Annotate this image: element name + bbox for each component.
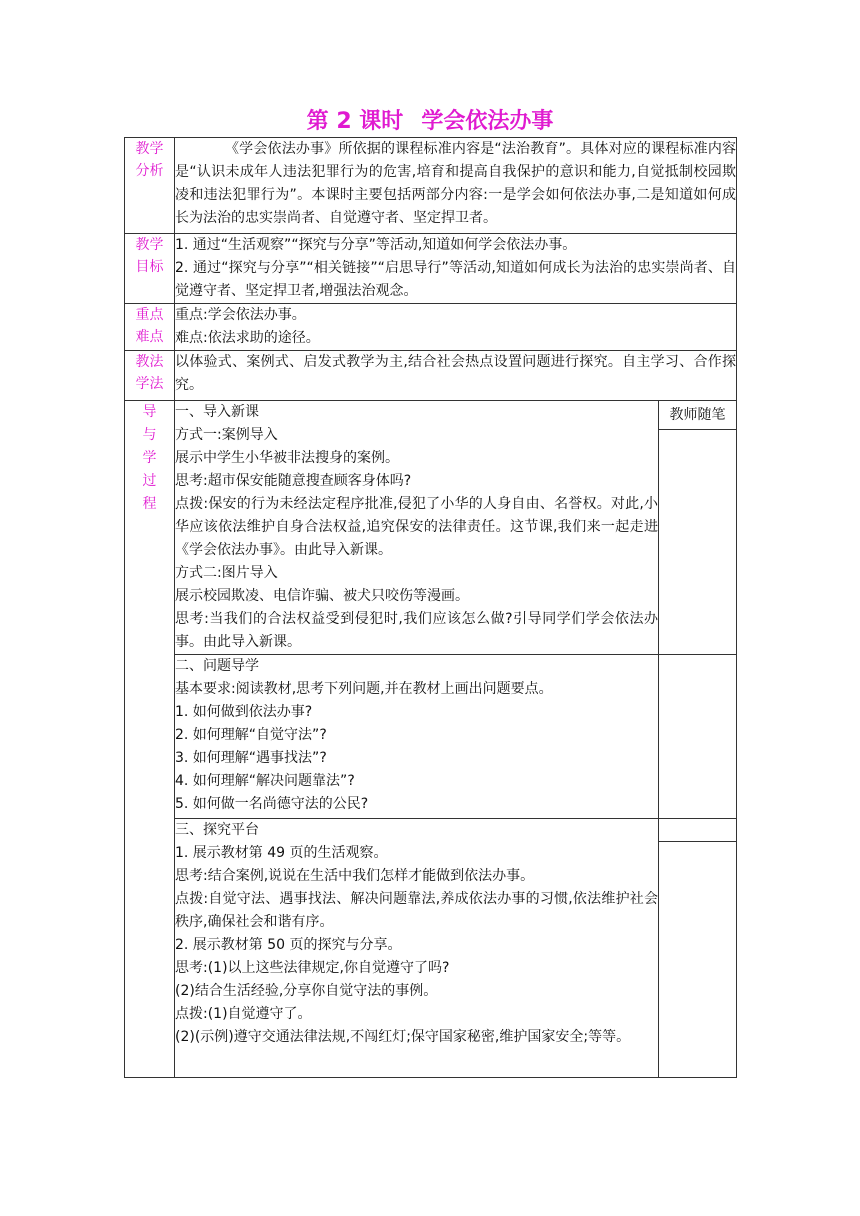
content-teaching-methods bbox=[175, 351, 737, 401]
question-item: 5. 如何做一名尚德守法的公民? bbox=[175, 796, 369, 812]
content-key-difficult bbox=[175, 304, 737, 351]
page-title bbox=[0, 107, 860, 137]
lesson-number: 第 2 课时 bbox=[306, 109, 404, 134]
goal-item: 2. 通过“探究与分享”“相关链接”“启思导行”等活动,知道如何成长为法治的忠实崇尚者、自觉遵守者、坚定捍卫者,增强法治观念。 bbox=[175, 260, 737, 299]
teacher-notes-cell bbox=[659, 819, 737, 1078]
label-teaching-goals: 教学 目标 bbox=[125, 234, 175, 304]
teacher-notes-cell bbox=[659, 401, 737, 655]
content-intro: 一、导入新课 方式一:案例导入 展示中学生小华被非法搜身的案例。 思考:超市保安能随意搜查顾客身体吗? 点拨:保安的行为未经法定程序批准,侵犯了小华的人身自由、名誉权。对此,小华应该依法维护自身合法权益,追究保安的法律责任。这节课,我们来一起走进《学会依法办事》。由此导入新课。 方式二:图片导入 展示校园欺凌、电信诈骗、被犬只咬伤等漫画。 思考:当我们的合法权益受到侵犯时,我们应该怎么做?引导同学们学会依法办事。由此导入新课。 bbox=[175, 401, 659, 655]
teacher-notes-cell bbox=[659, 655, 737, 819]
question-item: 3. 如何理解“遇事找法”? bbox=[175, 750, 327, 766]
content-teaching-goals bbox=[175, 234, 737, 304]
lesson-title: 学会依法办事 bbox=[421, 109, 554, 134]
teacher-notes-header: 教师随笔 bbox=[659, 401, 736, 430]
row-teaching-methods bbox=[125, 351, 737, 401]
content-questions: 二、问题导学 基本要求:阅读教材,思考下列问题,并在教材上画出问题要点。 1. 如何做到依法办事? 2. 如何理解“自觉守法”? 3. 如何理解“遇事找法”? 4. 如何理解“解决问题靠法”? 5. 如何做一名尚德守法的公民? bbox=[175, 655, 659, 819]
label-teaching-methods: 教法 学法 bbox=[125, 351, 175, 401]
process-section-questions bbox=[125, 655, 737, 819]
section-heading: 三、探究平台 bbox=[175, 822, 259, 838]
question-item: 4. 如何理解“解决问题靠法”? bbox=[175, 773, 355, 789]
question-item: 2. 如何理解“自觉守法”? bbox=[175, 727, 327, 743]
label-teaching-analysis: 教学 分析 bbox=[125, 138, 175, 234]
row-teaching-analysis bbox=[125, 138, 737, 234]
content-teaching-analysis bbox=[175, 138, 737, 234]
label-process: 导 与 学 过 程 bbox=[125, 401, 175, 1078]
label-key-difficult: 重点 难点 bbox=[125, 304, 175, 351]
process-section-inquiry bbox=[125, 819, 737, 1078]
process-section-intro bbox=[125, 401, 737, 655]
section-heading: 一、导入新课 bbox=[175, 404, 259, 420]
row-key-difficult bbox=[125, 304, 737, 351]
question-item: 1. 如何做到依法办事? bbox=[175, 704, 313, 720]
section-heading: 二、问题导学 bbox=[175, 658, 259, 674]
content-inquiry: 三、探究平台 1. 展示教材第 49 页的生活观察。 思考:结合案例,说说在生活中我们怎样才能做到依法办事。 点拨:自觉守法、遇事找法、解决问题靠法,养成依法办事的习惯,依法维护社会秩序,确保社会和谐有序。 2. 展示教材第 50 页的探究与分享。 思考:(1)以上这些法律规定,你自觉遵守了吗? (2)结合生活经验,分享你自觉守法的事例。 点拨:(1)自觉遵守了。 (2)(示例)遵守交通法律法规,不闯红灯;保守国家秘密,维护国家安全;等等。 bbox=[175, 819, 659, 1078]
lesson-plan-table bbox=[124, 137, 737, 1078]
notes-divider bbox=[659, 819, 736, 842]
goal-item: 1. 通过“生活观察”“探究与分享”等活动,知道如何学会依法办事。 bbox=[175, 237, 577, 253]
difficult-point: 难点:依法求助的途径。 bbox=[175, 330, 320, 346]
methods-text: 以体验式、案例式、启发式教学为主,结合社会热点设置问题进行探究。自主学习、合作探究。 bbox=[175, 354, 737, 393]
analysis-text: 《学会依法办事》所依据的课程标准内容是“法治教育”。具体对应的课程标准内容是“认识未成年人违法犯罪行为的危害,培育和提高自我保护的意识和能力,自觉抵制校园欺凌和违法犯罪行为”。本课时主要包括两部分内容:一是学会如何依法办事,二是知道如何成长为法治的忠实崇尚者、自觉遵守者、坚定捍卫者。 bbox=[175, 141, 737, 226]
row-teaching-goals bbox=[125, 234, 737, 304]
key-point: 重点:学会依法办事。 bbox=[175, 307, 306, 323]
